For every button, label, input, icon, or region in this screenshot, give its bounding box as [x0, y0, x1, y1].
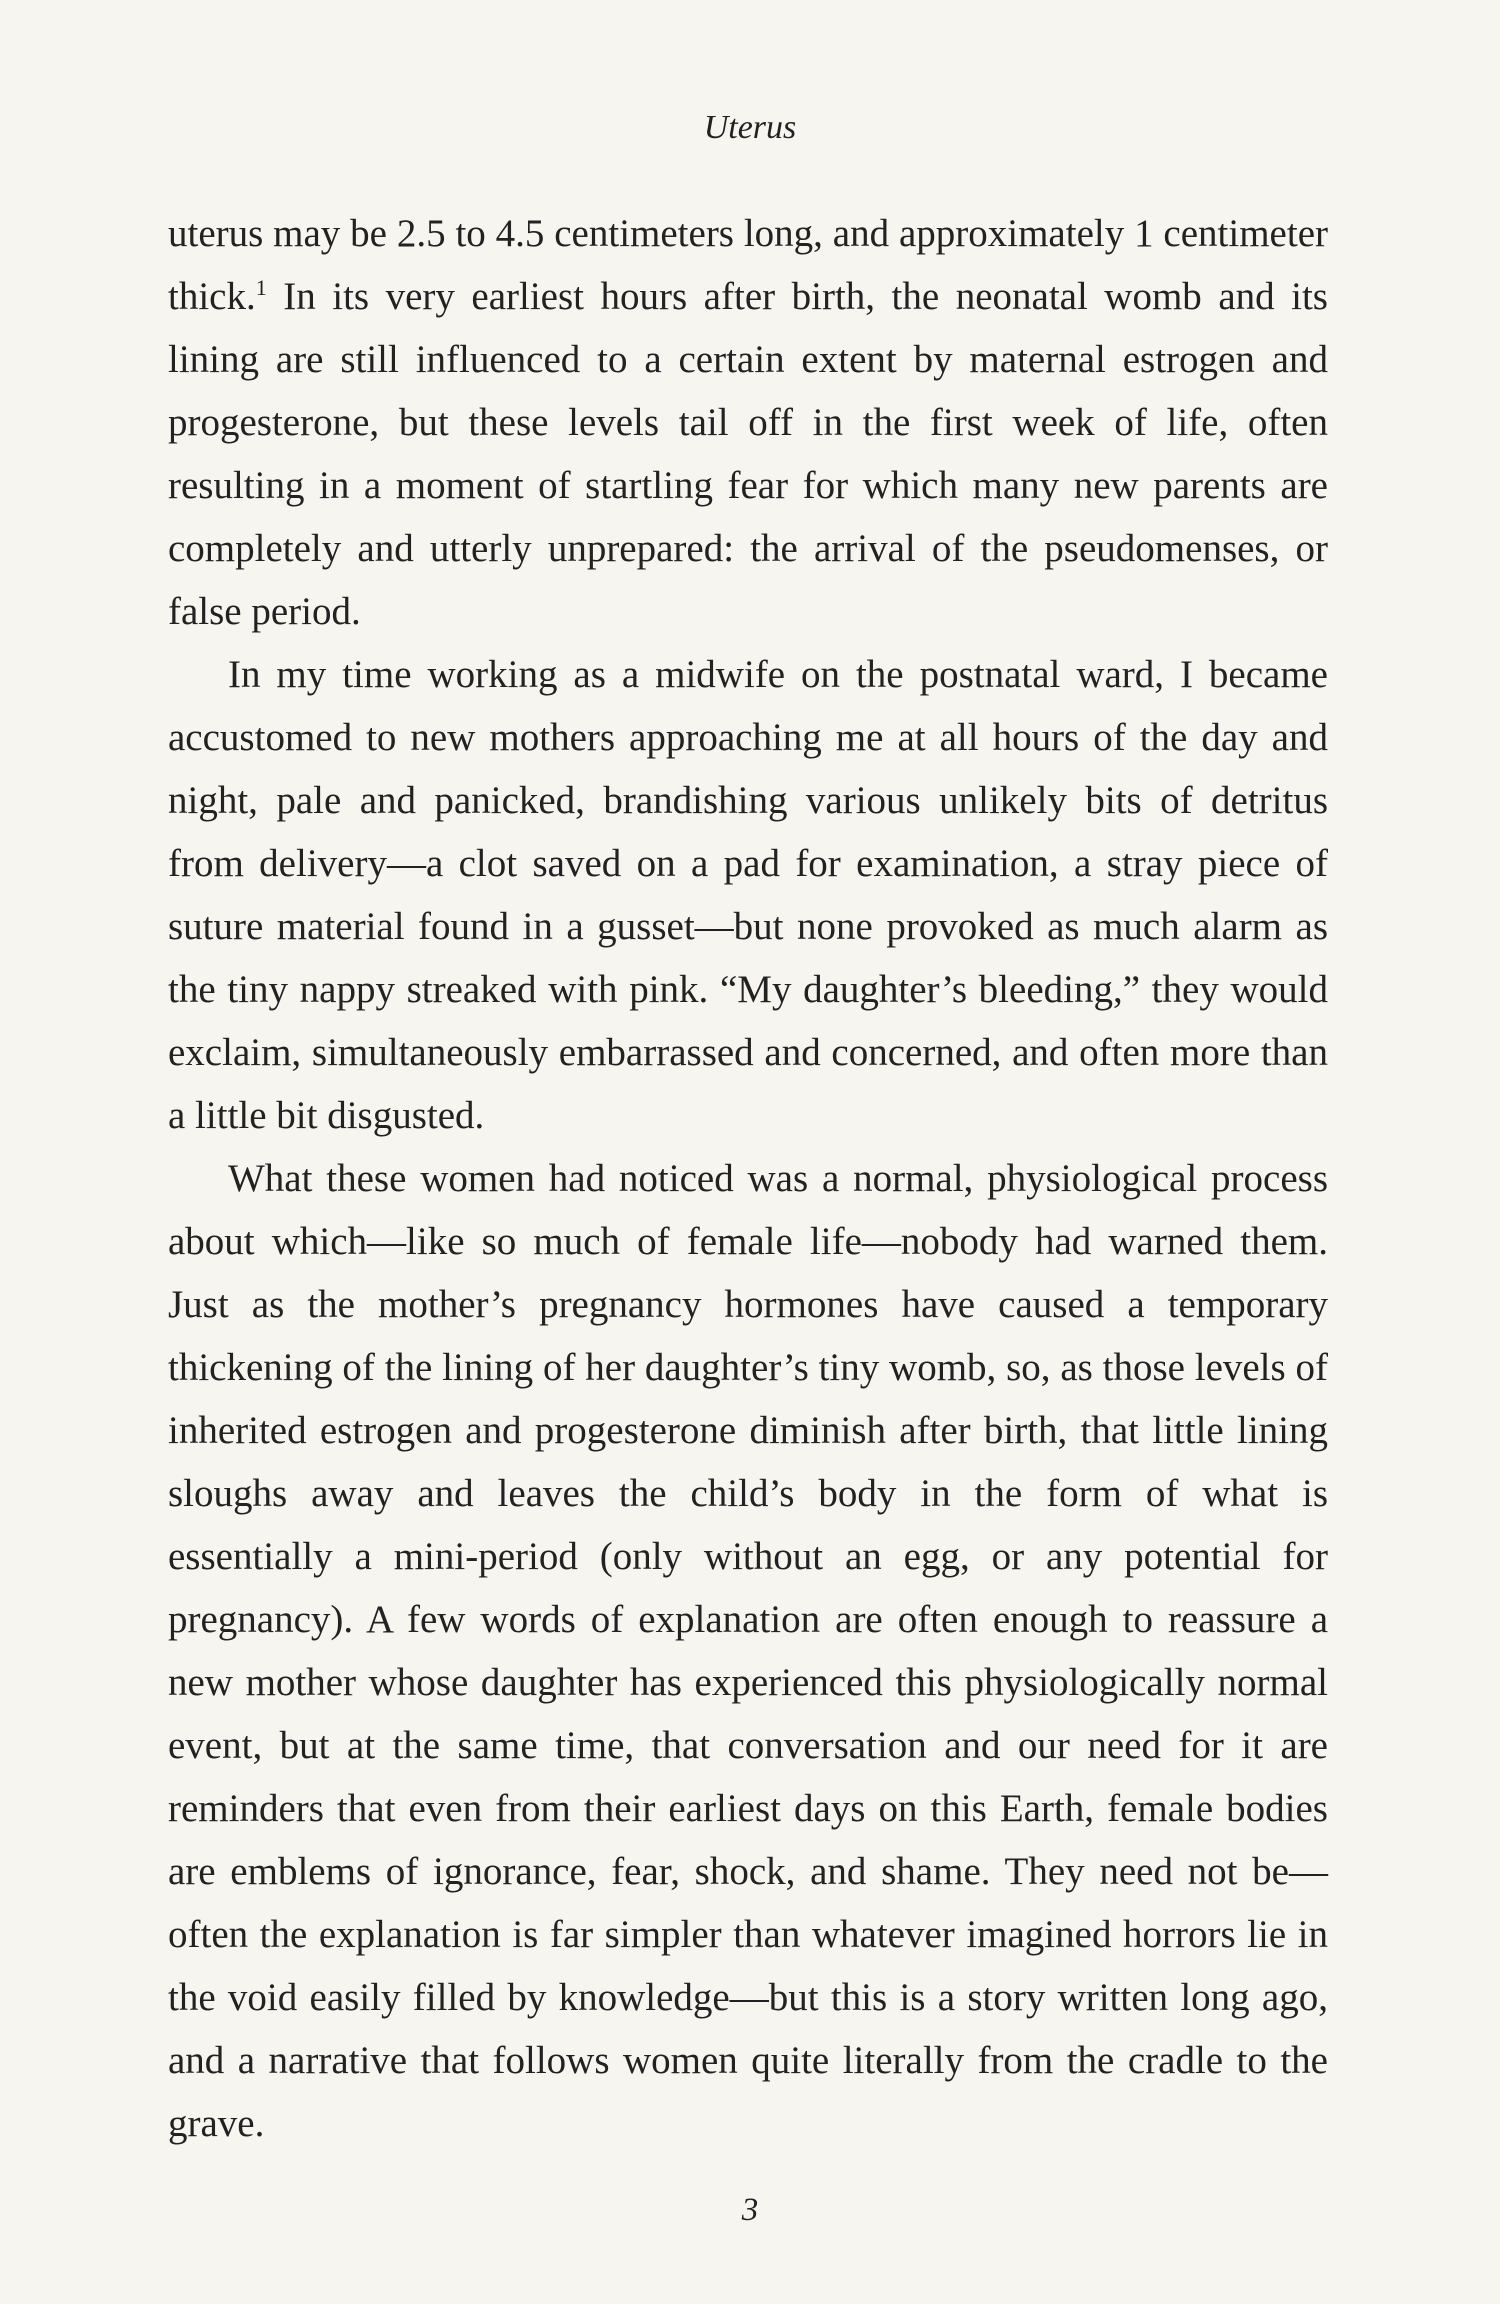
body-text — [168, 202, 1328, 2155]
footnote-marker[interactable]: 1 — [255, 275, 267, 300]
paragraph-3: What these women had noticed was a normal, physiological process about which—like so much of female life—nobody had warned them. Just as the mother’s pregnancy hormones have caused a temporary thickening of the lining of her daughter’s tiny womb, so, as those levels of inherited estrogen and progesterone diminish after birth, that little lining sloughs away and leaves the child’s body in the form of what is essentially a mini-period (only without an egg, or any potential for pregnancy). A few words of explanation are often enough to reassure a new mother whose daughter has experienced this physiologically normal event, but at the same time, that conversation and our need for it are reminders that even from their earliest days on this Earth, female bodies are emblems of ignorance, fear, shock, and shame. They need not be—often the explanation is far simpler than whatever imagined horrors lie in the void easily filled by knowledge—but this is a story written long ago, and a narrative that follows women quite literally from the cradle to the grave. — [168, 1157, 1328, 2145]
paragraph-2: In my time working as a midwife on the postnatal ward, I became accustomed to new mothers approaching me at all hours of the day and night, pale and panicked, brandishing various unlikely bits of detritus from delivery—a clot saved on a pad for examination, a stray piece of suture material found in a gusset—but none provoked as much alarm as the tiny nappy streaked with pink. “My daughter’s bleeding,” they would exclaim, simultaneously embarrassed and concerned, and often more than a little bit disgusted. — [168, 653, 1328, 1137]
paragraph-1 — [168, 202, 1328, 643]
page-number: 3 — [741, 2192, 759, 2228]
running-head: Uterus — [703, 109, 797, 146]
paragraph-1-text-b: In its very earliest hours after birth, the neonatal womb and its lining are still influenced to a certain extent by maternal estrogen and progesterone, but these levels tail off in the first week of life, often resulting in a moment of startling fear for which many new parents are completely and utterly unprepared: the arrival of the pseudomenses, or false period. — [168, 275, 1328, 633]
paragraph-1-text-a: uterus may be 2.5 to 4.5 centimeters long, and approximately 1 centimeter thick. — [168, 212, 1328, 318]
